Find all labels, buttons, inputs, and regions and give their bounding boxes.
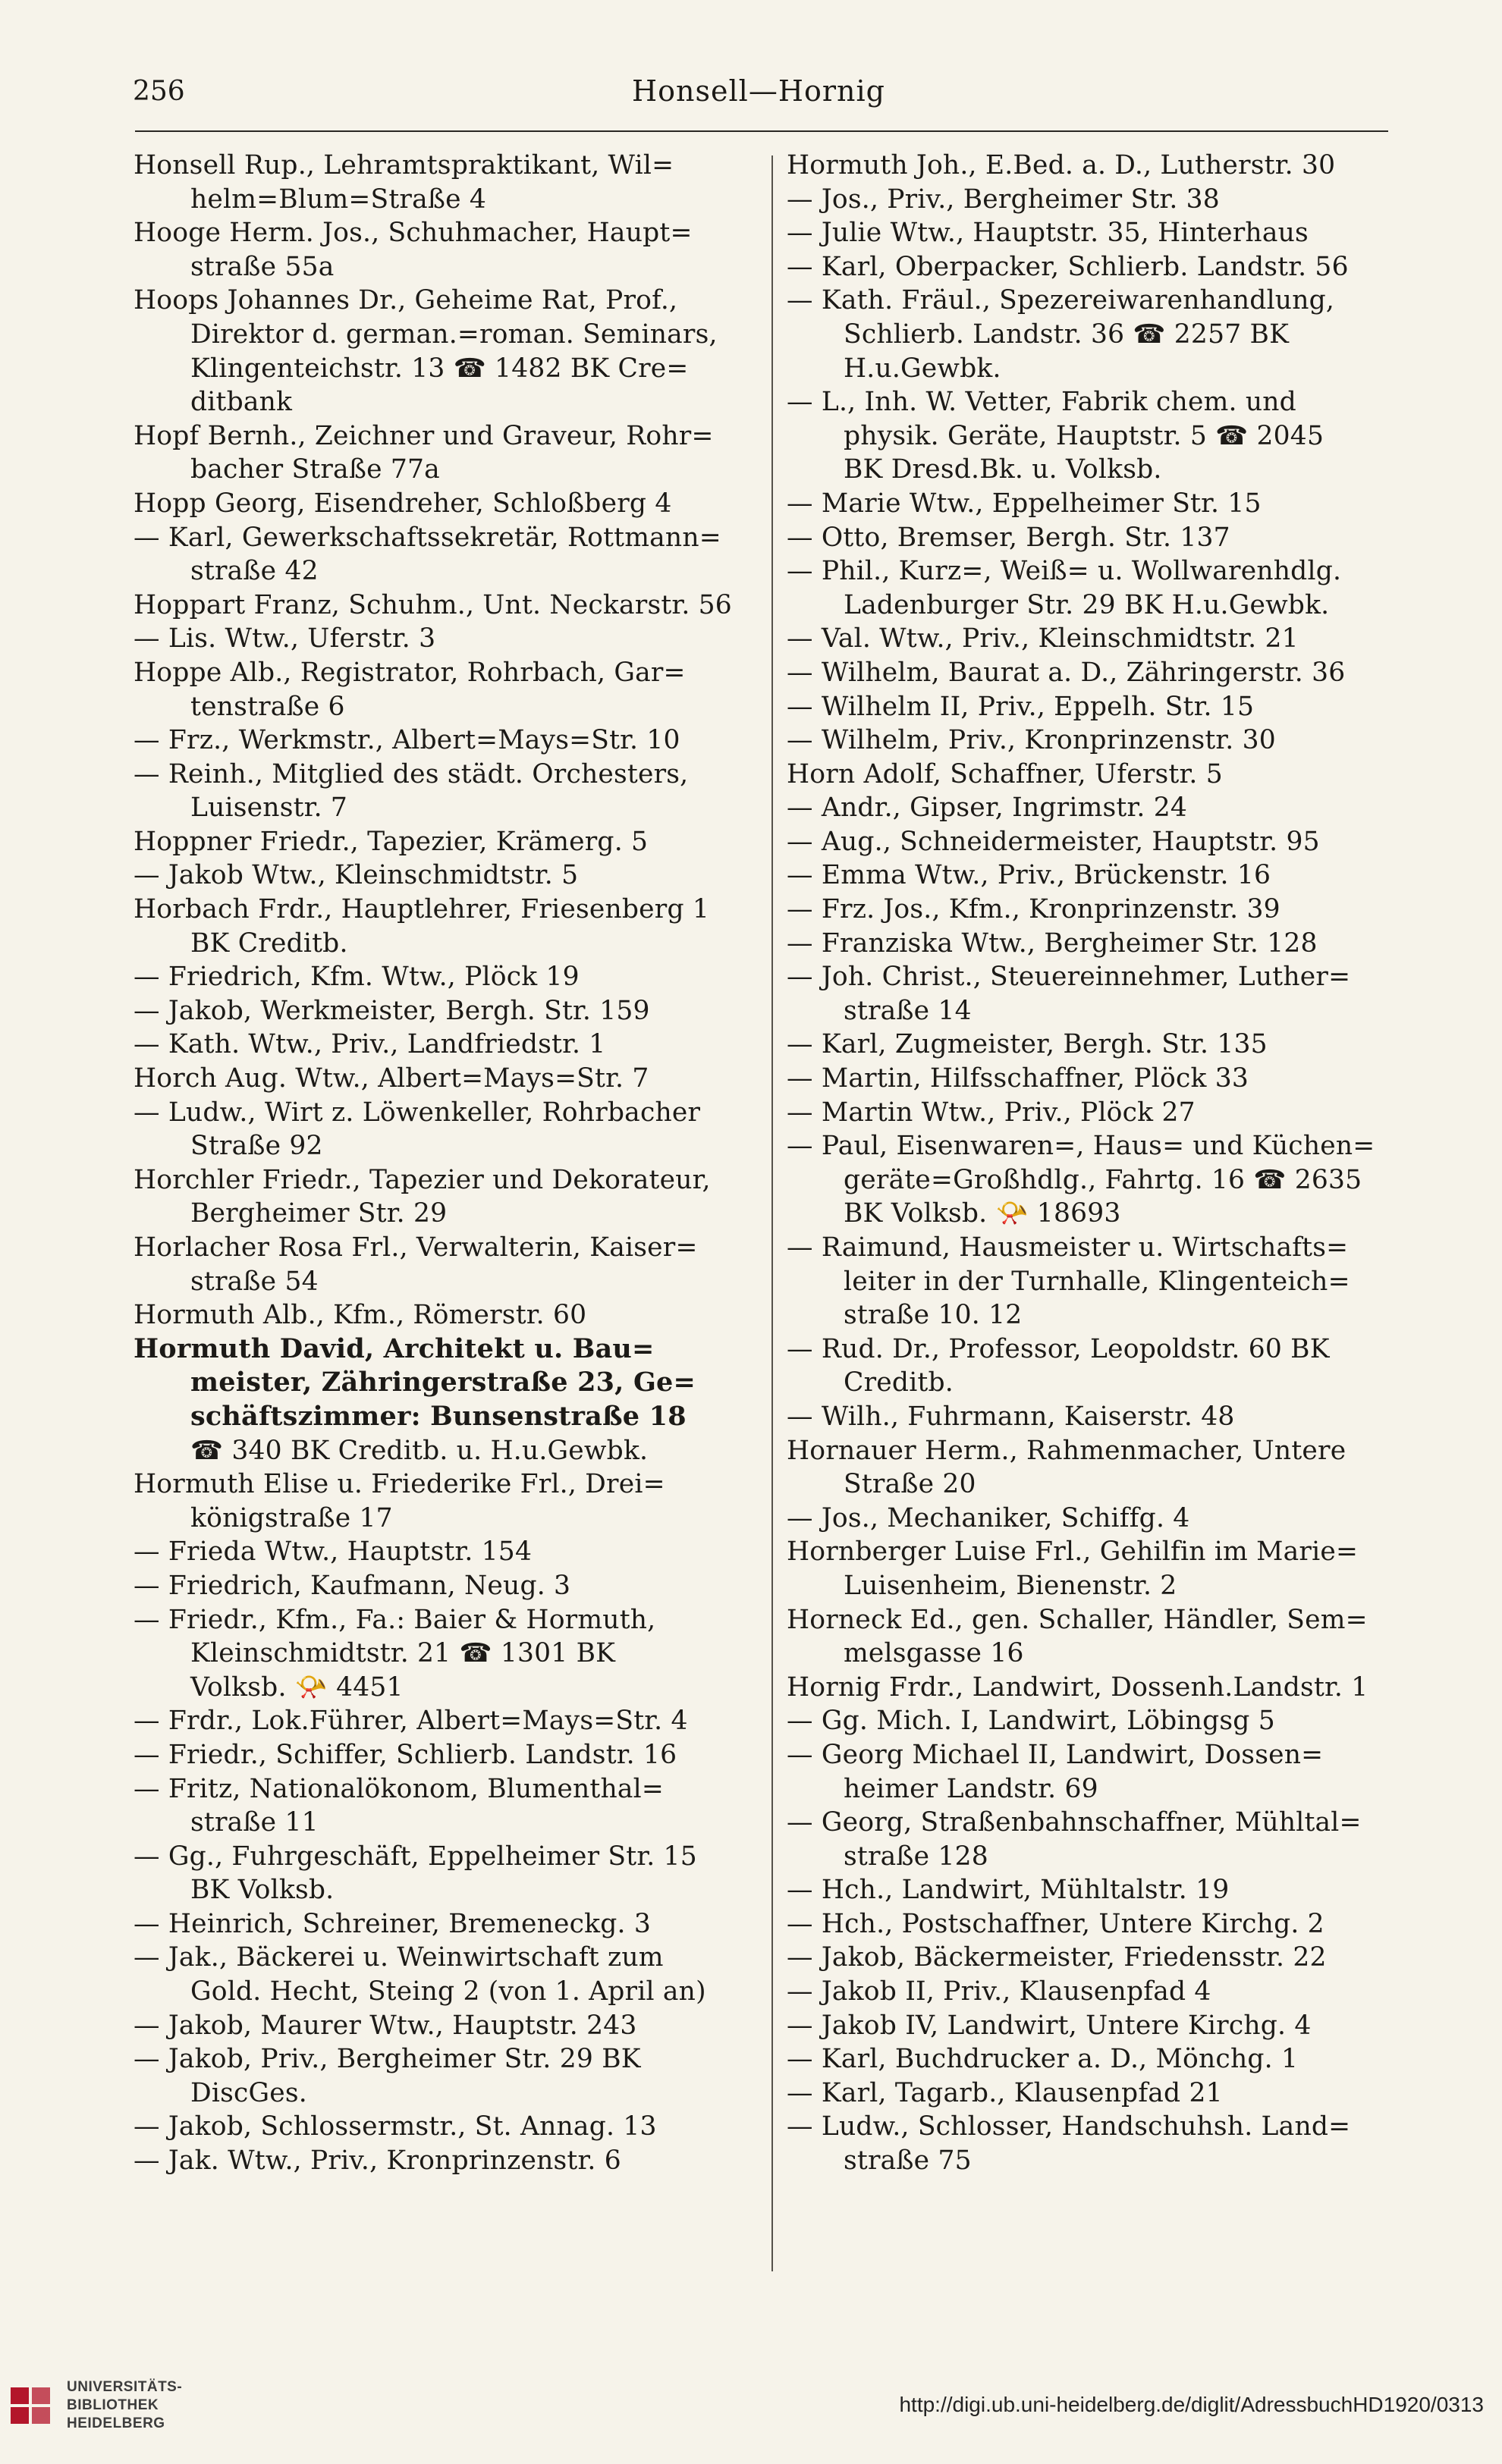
directory-line: Hormuth Joh., E.Bed. a. D., Lutherstr. 30	[787, 150, 1336, 180]
directory-line: ☎ 340 BK Creditb. u. H.u.Gewbk.	[190, 1435, 649, 1466]
directory-line: ditbank	[190, 387, 293, 418]
directory-line: — Karl, Oberpacker, Schlierb. Landstr. 56	[787, 251, 1349, 282]
directory-line: — Kath. Fräul., Spezereiwarenhandlung,	[787, 285, 1335, 316]
directory-line: — Karl, Gewerkschaftssekretär, Rottmann=	[134, 522, 721, 553]
directory-line: Hornauer Herm., Rahmenmacher, Untere	[787, 1435, 1346, 1466]
directory-line: meister, Zähringerstraße 23, Ge=	[190, 1367, 696, 1398]
directory-line: Honsell Rup., Lehramtspraktikant, Wil=	[134, 150, 674, 180]
directory-line: — Wilh., Fuhrmann, Kaiserstr. 48	[787, 1401, 1235, 1432]
page-header	[133, 67, 1384, 115]
directory-line: Straße 20	[844, 1469, 976, 1500]
directory-line: Horchler Friedr., Tapezier und Dekorateur,	[134, 1164, 711, 1195]
running-title: Honsell—Hornig	[632, 74, 885, 108]
directory-line: helm=Blum=Straße 4	[190, 184, 487, 215]
directory-line: H.u.Gewbk.	[844, 353, 1001, 384]
directory-line: — Jakob, Werkmeister, Bergh. Str. 159	[134, 995, 650, 1026]
directory-line: Hoppe Alb., Registrator, Rohrbach, Gar=	[134, 657, 686, 688]
directory-line: Volksb. 📯 4451	[190, 1671, 404, 1703]
directory-line: BK Volksb. 📯 18693	[844, 1198, 1121, 1229]
directory-line: Schlierb. Landstr. 36 ☎ 2257 BK	[844, 319, 1290, 350]
directory-line: — Julie Wtw., Hauptstr. 35, Hinterhaus	[787, 218, 1309, 249]
directory-line: — Raimund, Hausmeister u. Wirtschafts=	[787, 1232, 1349, 1263]
directory-line: — Ludw., Wirt z. Löwenkeller, Rohrbacher	[134, 1097, 701, 1128]
directory-line: — Gg. Mich. I, Landwirt, Löbingsg 5	[787, 1706, 1275, 1737]
directory-line: heimer Landstr. 69	[844, 1773, 1098, 1804]
directory-line: — Phil., Kurz=, Weiß= u. Wollwarenhdlg.	[787, 556, 1342, 587]
library-name-line: BIBLIOTHEK	[67, 2397, 159, 2413]
directory-line: — Martin Wtw., Priv., Plöck 27	[787, 1097, 1196, 1128]
directory-line: BK Volksb.	[190, 1875, 335, 1906]
directory-line: — Reinh., Mitglied des städt. Orchesters,	[134, 758, 689, 789]
directory-line: — Friedrich, Kfm. Wtw., Plöck 19	[134, 962, 580, 993]
directory-line: — Ludw., Schlosser, Handschuhsh. Land=	[787, 2111, 1351, 2142]
library-logo	[8, 2378, 182, 2433]
directory-line: — Frz. Jos., Kfm., Kronprinzenstr. 39	[787, 894, 1280, 925]
library-emblem-icon	[8, 2383, 53, 2428]
directory-line: — Georg, Straßenbahnschaffner, Mühltal=	[787, 1807, 1362, 1838]
directory-line: Bergheimer Str. 29	[190, 1198, 448, 1229]
directory-line: straße 128	[844, 1841, 988, 1872]
directory-line: — Jakob, Priv., Bergheimer Str. 29 BK	[134, 2044, 641, 2075]
directory-line: Horlacher Rosa Frl., Verwalterin, Kaiser=	[134, 1232, 698, 1263]
directory-line: — Val. Wtw., Priv., Kleinschmidtstr. 21	[787, 623, 1299, 654]
directory-line: straße 75	[844, 2145, 972, 2177]
directory-line: — Franziska Wtw., Bergheimer Str. 128	[787, 928, 1318, 959]
directory-line: straße 11	[190, 1807, 319, 1838]
directory-line: Direktor d. german.=roman. Seminars,	[190, 319, 718, 350]
directory-line: — Friedr., Schiffer, Schlierb. Landstr. 16	[134, 1739, 677, 1770]
directory-line: — Kath. Wtw., Priv., Landfriedstr. 1	[134, 1029, 606, 1060]
directory-line: Hornig Frdr., Landwirt, Dossenh.Landstr. 1	[787, 1671, 1368, 1703]
directory-line: — Friedr., Kfm., Fa.: Baier & Hormuth,	[134, 1604, 656, 1635]
page-number: 256	[133, 75, 185, 107]
directory-line: — Karl, Tagarb., Klausenpfad 21	[787, 2077, 1223, 2108]
directory-line: BK Creditb.	[190, 928, 348, 959]
directory-line: — Karl, Buchdrucker a. D., Mönchg. 1	[787, 2044, 1299, 2075]
directory-line: — Joh. Christ., Steuereinnehmer, Luther=	[787, 962, 1351, 993]
directory-line: — Jakob Wtw., Kleinschmidtstr. 5	[134, 860, 579, 891]
directory-line: — Jak., Bäckerei u. Weinwirtschaft zum	[134, 1942, 664, 1973]
directory-line: — Friedrich, Kaufmann, Neug. 3	[134, 1570, 571, 1601]
directory-line: — Karl, Zugmeister, Bergh. Str. 135	[787, 1029, 1268, 1060]
directory-line: straße 55a	[190, 251, 335, 282]
directory-line: schäftszimmer: Bunsenstraße 18	[190, 1400, 687, 1432]
directory-line: straße 14	[844, 995, 972, 1026]
column-divider	[771, 155, 773, 2271]
directory-line: — Jos., Priv., Bergheimer Str. 38	[787, 184, 1220, 215]
directory-line: Hornberger Luise Frl., Gehilfin im Marie=	[787, 1536, 1359, 1568]
directory-line: Creditb.	[844, 1367, 954, 1398]
directory-line: — Hch., Landwirt, Mühltalstr. 19	[787, 1875, 1230, 1906]
directory-line: — Lis. Wtw., Uferstr. 3	[134, 623, 436, 654]
directory-line: Klingenteichstr. 13 ☎ 1482 BK Cre=	[190, 353, 689, 384]
directory-line: Luisenheim, Bienenstr. 2	[844, 1570, 1177, 1601]
directory-line: Straße 92	[190, 1131, 323, 1162]
directory-line: — Jakob, Maurer Wtw., Hauptstr. 243	[134, 2010, 637, 2041]
library-name	[67, 2378, 182, 2433]
directory-line: — Andr., Gipser, Ingrimstr. 24	[787, 793, 1187, 824]
directory-line: — Martin, Hilfsschaffner, Plöck 33	[787, 1063, 1249, 1094]
directory-line: — Jakob II, Priv., Klausenpfad 4	[787, 1976, 1211, 2007]
directory-line: Horn Adolf, Schaffner, Uferstr. 5	[787, 758, 1223, 789]
directory-line: — Jak. Wtw., Priv., Kronprinzenstr. 6	[134, 2145, 621, 2177]
library-name-line: HEIDELBERG	[67, 2415, 165, 2431]
directory-line: — Jakob, Bäckermeister, Friedensstr. 22	[787, 1942, 1327, 1973]
directory-line: königstraße 17	[190, 1502, 393, 1533]
header-rule	[135, 130, 1388, 132]
directory-line: Kleinschmidtstr. 21 ☎ 1301 BK	[190, 1638, 616, 1669]
directory-line: — Rud. Dr., Professor, Leopoldstr. 60 BK	[787, 1333, 1330, 1364]
directory-line: — Wilhelm II, Priv., Eppelh. Str. 15	[787, 691, 1255, 722]
directory-line: — Georg Michael II, Landwirt, Dossen=	[787, 1739, 1324, 1770]
directory-line: — Jakob, Schlossermstr., St. Annag. 13	[134, 2111, 657, 2142]
directory-line: straße 42	[190, 556, 319, 587]
directory-line: — Paul, Eisenwaren=, Haus= und Küchen=	[787, 1131, 1375, 1162]
directory-line: — Fritz, Nationalökonom, Blumenthal=	[134, 1773, 664, 1804]
directory-line: — Gg., Fuhrgeschäft, Eppelheimer Str. 15	[134, 1841, 697, 1872]
directory-line: — Wilhelm, Priv., Kronprinzenstr. 30	[787, 725, 1276, 756]
directory-line: Hormuth Elise u. Friederike Frl., Drei=	[134, 1469, 665, 1500]
directory-line: tenstraße 6	[190, 691, 345, 722]
directory-line: — Hch., Postschaffner, Untere Kirchg. 2	[787, 1908, 1324, 1939]
directory-line: Horbach Frdr., Hauptlehrer, Friesenberg 1	[134, 894, 710, 925]
directory-line: Hooge Herm. Jos., Schuhmacher, Haupt=	[134, 218, 693, 249]
directory-line: — Heinrich, Schreiner, Bremeneckg. 3	[134, 1908, 652, 1939]
directory-line: — Frz., Werkmstr., Albert=Mays=Str. 10	[134, 725, 680, 756]
directory-line: — Aug., Schneidermeister, Hauptstr. 95	[787, 826, 1320, 857]
directory-line: Horneck Ed., gen. Schaller, Händler, Sem=	[787, 1604, 1368, 1635]
directory-line: — Marie Wtw., Eppelheimer Str. 15	[787, 488, 1262, 519]
directory-line: — Frieda Wtw., Hauptstr. 154	[134, 1536, 533, 1568]
right-column	[787, 149, 1409, 2178]
directory-line: Hoppner Friedr., Tapezier, Krämerg. 5	[134, 826, 649, 857]
directory-line: — Otto, Bremser, Bergh. Str. 137	[787, 522, 1230, 553]
directory-line: Hoppart Franz, Schuhm., Unt. Neckarstr. 56	[134, 589, 732, 620]
left-column	[134, 149, 756, 2178]
directory-line: geräte=Großhdlg., Fahrtg. 16 ☎ 2635	[844, 1164, 1362, 1195]
directory-line: Gold. Hecht, Steing 2 (von 1. April an)	[190, 1976, 706, 2007]
directory-line: Hormuth David, Architekt u. Bau=	[134, 1332, 655, 1364]
directory-line: DiscGes.	[190, 2077, 307, 2108]
directory-line: Luisenstr. 7	[190, 793, 348, 824]
directory-line: — Jos., Mechaniker, Schiffg. 4	[787, 1502, 1190, 1533]
directory-line: bacher Straße 77a	[190, 454, 440, 485]
directory-line: physik. Geräte, Hauptstr. 5 ☎ 2045	[844, 420, 1324, 451]
directory-line: melsgasse 16	[844, 1638, 1024, 1669]
directory-line: — L., Inh. W. Vetter, Fabrik chem. und	[787, 387, 1296, 418]
directory-line: BK Dresd.Bk. u. Volksb.	[844, 454, 1162, 485]
source-url-link[interactable]: http://digi.ub.uni-heidelberg.de/diglit/AdressbuchHD1920/0313	[899, 2393, 1484, 2416]
directory-line: — Jakob IV, Landwirt, Untere Kirchg. 4	[787, 2010, 1312, 2041]
page-footer	[0, 2347, 1502, 2464]
directory-line: — Frdr., Lok.Führer, Albert=Mays=Str. 4	[134, 1706, 688, 1737]
directory-line: Hopf Bernh., Zeichner und Graveur, Rohr=	[134, 420, 714, 451]
directory-line: Hoops Johannes Dr., Geheime Rat, Prof.,	[134, 285, 678, 316]
directory-line: straße 54	[190, 1266, 319, 1297]
directory-line: leiter in der Turnhalle, Klingenteich=	[844, 1266, 1350, 1297]
directory-line: straße 10. 12	[844, 1300, 1023, 1331]
directory-line: Hormuth Alb., Kfm., Römerstr. 60	[134, 1300, 587, 1331]
directory-line: Horch Aug. Wtw., Albert=Mays=Str. 7	[134, 1063, 649, 1094]
directory-line: Hopp Georg, Eisendreher, Schloßberg 4	[134, 488, 672, 519]
directory-line: Ladenburger Str. 29 BK H.u.Gewbk.	[844, 589, 1330, 620]
directory-line: — Wilhelm, Baurat a. D., Zähringerstr. 36	[787, 657, 1346, 688]
library-name-line: UNIVERSITÄTS-	[67, 2379, 183, 2395]
directory-line: — Emma Wtw., Priv., Brückenstr. 16	[787, 860, 1271, 891]
